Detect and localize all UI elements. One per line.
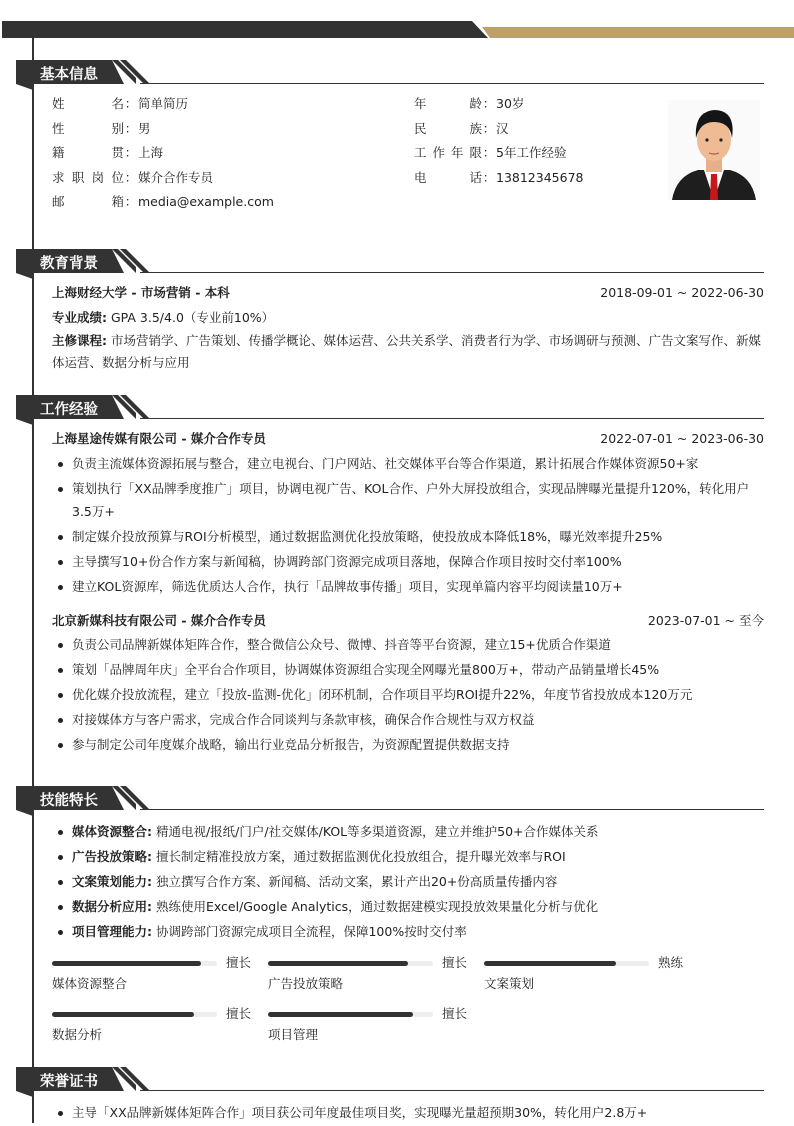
company: 上海星途传媒有限公司 - 媒介合作专员	[52, 431, 266, 446]
skill-level: 熟练	[658, 954, 684, 970]
section-title: 基本信息	[40, 67, 98, 83]
info-row: 年 龄 ： 30岁	[414, 92, 583, 117]
courses: 市场营销学、广告策划、传播学概论、媒体运营、公共关系学、消费者行为学、市场调研与预测、广告文案写作、新媒体运营、数据分析与应用	[52, 333, 761, 371]
skill-item	[52, 920, 764, 944]
job-duties	[52, 452, 764, 599]
list-item: 优化媒介投放流程，建立「投放-监测-优化」闭环机制，合作项目平均ROI提升22%，年度节省投放成本120万元	[52, 683, 764, 707]
job-duties	[52, 633, 764, 757]
info-label: 年 龄	[414, 96, 482, 111]
section-title: 荣誉证书	[40, 1074, 98, 1090]
top-banner-gold	[482, 27, 794, 38]
list-item: 负责公司品牌新媒体矩阵合作，整合微信公众号、微博、抖音等平台资源，建立15+优质合作渠道	[52, 633, 764, 657]
skill-desc: 擅长制定精准投放方案，通过数据监测优化投放组合，提升曝光效率与ROI	[152, 849, 566, 864]
skill-name: 媒体资源整合	[52, 975, 128, 991]
info-label: 邮 箱	[52, 194, 124, 210]
section-skills	[0, 786, 794, 1050]
skill-level: 擅长	[226, 1005, 252, 1021]
info-label: 电 话	[414, 169, 482, 185]
skill-name: 文案策划	[484, 975, 535, 991]
list-item: 负责主流媒体资源拓展与整合，建立电视台、门户网站、社交媒体平台等合作渠道，累计拓展合作媒体资源50+家	[52, 452, 764, 476]
gpa: GPA 3.5/4.0（专业前10%）	[107, 309, 275, 325]
top-banner-dark	[2, 21, 488, 38]
skill-item	[52, 820, 764, 844]
school: 上海财经大学 - 市场营销 - 本科	[52, 285, 230, 300]
skill-desc: 精通电视/报纸/门户/社交媒体/KOL等多渠道资源，建立并维护50+合作媒体关系	[152, 824, 599, 839]
skill-bar	[268, 999, 484, 1050]
skill-label: 项目管理能力:	[72, 924, 152, 939]
list-item: 主导撰写10+份合作方案与新闻稿，协调跨部门资源完成项目落地，保障合作项目按时交付率100%	[52, 550, 764, 574]
info-value: 媒介合作专员	[138, 169, 214, 185]
list-item: 制定媒介投放预算与ROI分析模型，通过数据监测优化投放策略，使投放成本降低18%，曝光效率提升25%	[52, 525, 764, 549]
skill-desc: 协调跨部门资源完成项目全流程，保障100%按时交付率	[152, 924, 467, 939]
skill-item	[52, 870, 764, 894]
list-item: 策划「品牌周年庆」全平台合作项目，协调媒体资源组合实现全网曝光量800万+，带动产品销量增长45%	[52, 658, 764, 682]
section-header	[0, 60, 794, 84]
section-header	[0, 249, 794, 273]
skill-name: 数据分析	[52, 1026, 103, 1042]
job-entry	[52, 609, 764, 757]
skill-desc: 独立撰写合作方案、新闻稿、活动文案，累计产出20+份高质量传播内容	[152, 874, 558, 889]
section-title: 教育背景	[40, 256, 98, 272]
section-header	[0, 395, 794, 419]
skill-item	[52, 845, 764, 869]
section-honors	[0, 1067, 794, 1126]
skill-name: 项目管理	[268, 1026, 319, 1042]
skill-label: 广告投放策略:	[72, 849, 152, 864]
info-label: 求 职 岗 位	[52, 169, 124, 185]
skill-level: 擅长	[442, 1005, 468, 1021]
info-label: 性 别	[52, 120, 124, 136]
skill-progress	[268, 1012, 433, 1017]
info-row: 籍 贯 ： 上海	[52, 141, 274, 166]
info-row: 姓 名 ： 简单简历	[52, 92, 274, 117]
skill-level: 擅长	[226, 954, 252, 970]
info-value: 上海	[138, 145, 164, 161]
info-label: 姓 名	[52, 96, 124, 111]
section-work	[0, 395, 794, 758]
info-row: 工 作 年 限 ： 5年工作经验	[414, 141, 583, 166]
info-row: 性 别 ： 男	[52, 117, 274, 142]
info-value: 简单简历	[138, 96, 189, 111]
skill-progress	[52, 961, 217, 966]
edu-date: 2018-09-01 ~ 2022-06-30	[600, 285, 764, 300]
skill-progress-fill	[268, 961, 408, 966]
section-header	[0, 1067, 794, 1091]
skill-desc: 熟练使用Excel/Google Analytics，通过数据建模实现投放效果量化分析与优化	[152, 899, 599, 914]
gpa-label: 专业成绩:	[52, 309, 107, 325]
info-value: 5年工作经验	[496, 145, 567, 161]
skill-progress	[268, 961, 433, 966]
info-row: 电 话 ： 13812345678	[414, 166, 583, 191]
info-row: 邮 箱 ： media@example.com	[52, 190, 274, 215]
section-title: 工作经验	[40, 402, 98, 418]
section-title: 技能特长	[40, 793, 98, 809]
info-value: 男	[138, 120, 151, 136]
courses-label: 主修课程:	[52, 333, 107, 349]
info-value: media@example.com	[138, 194, 274, 210]
skill-level: 擅长	[442, 954, 468, 970]
honor-item: 主导「XX品牌新媒体矩阵合作」项目获公司年度最佳项目奖，实现曝光量超预期30%，转化用户2.8万+	[52, 1101, 764, 1125]
section-education	[0, 249, 794, 374]
info-value: 汉	[496, 120, 509, 136]
skill-progress	[484, 961, 649, 966]
info-label: 籍 贯	[52, 145, 124, 161]
info-row: 求 职 岗 位 ： 媒介合作专员	[52, 166, 274, 191]
info-value: 30岁	[496, 96, 525, 111]
job-entry	[52, 427, 764, 599]
skill-label: 数据分析应用:	[72, 899, 152, 914]
skill-progress-fill	[268, 1012, 413, 1017]
job-date: 2022-07-01 ~ 2023-06-30	[600, 431, 764, 446]
skill-label: 媒体资源整合:	[72, 824, 152, 839]
info-label: 民 族	[414, 120, 482, 136]
avatar	[668, 100, 760, 200]
job-date: 2023-07-01 ~ 至今	[647, 612, 764, 628]
list-item: 对接媒体方与客户需求，完成合作合同谈判与条款审核，确保合作合规性与双方权益	[52, 708, 764, 732]
skill-bar	[52, 948, 268, 999]
skill-bar	[268, 948, 484, 999]
skill-progress-fill	[52, 1012, 194, 1017]
skill-progress	[52, 1012, 217, 1017]
list-item: 策划执行「XX品牌季度推广」项目，协调电视广告、KOL合作、户外大屏投放组合，实现品牌曝光量提升120%，转化用户3.5万+	[52, 477, 764, 524]
skill-name: 广告投放策略	[268, 975, 344, 991]
info-value: 13812345678	[496, 169, 584, 185]
skill-progress-fill	[52, 961, 201, 966]
info-row: 民 族 ： 汉	[414, 117, 583, 142]
skill-label: 文案策划能力:	[72, 874, 152, 889]
skill-bar	[52, 999, 268, 1050]
skill-item	[52, 895, 764, 919]
section-header	[0, 786, 794, 810]
skill-progress-fill	[484, 961, 616, 966]
list-item: 参与制定公司年度媒介战略，输出行业竞品分析报告，为资源配置提供数据支持	[52, 733, 764, 757]
info-label: 工 作 年 限	[414, 145, 482, 161]
list-item: 建立KOL资源库，筛选优质达人合作，执行「品牌故事传播」项目，实现单篇内容平均阅读量10万+	[52, 575, 764, 599]
company: 北京新媒科技有限公司 - 媒介合作专员	[52, 612, 266, 628]
skill-bar	[484, 948, 700, 999]
